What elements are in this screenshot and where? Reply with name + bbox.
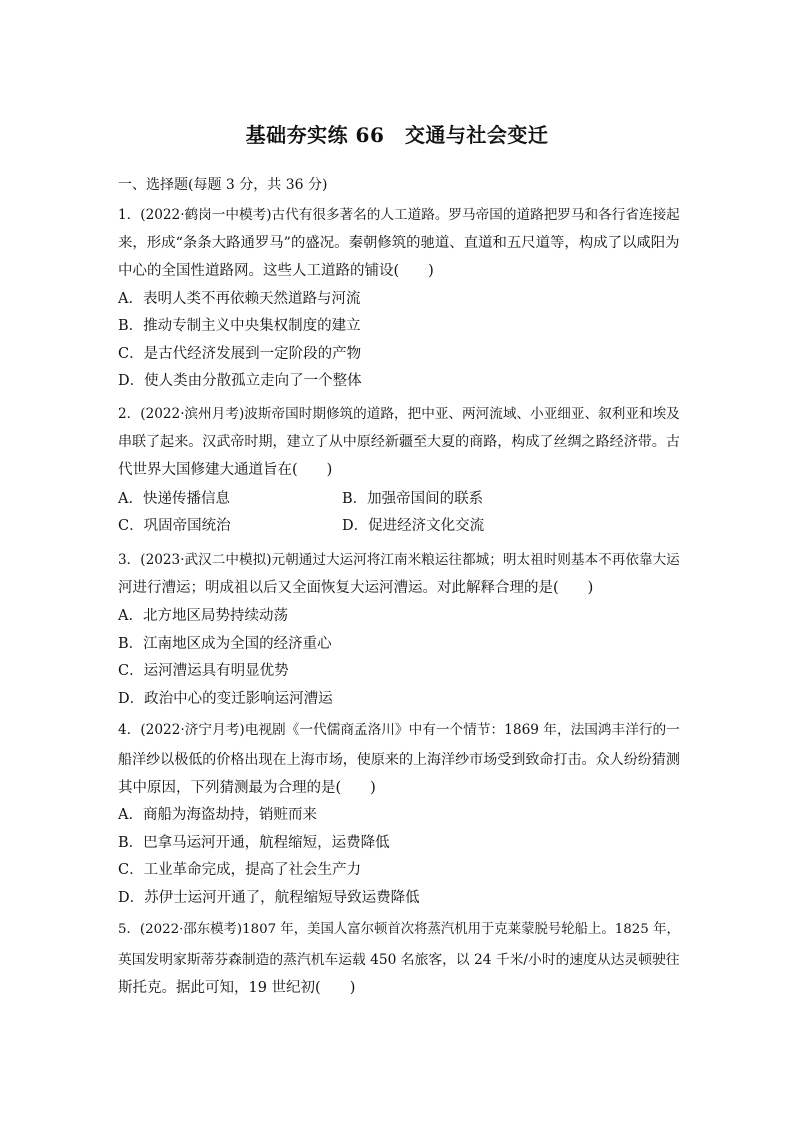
option-d: D．苏伊士运河开通了，航程缩短导致运费降低 [118,890,420,906]
option-c: C．运河漕运具有明显优势 [118,663,289,679]
question-text-line: 3．(2023·武汉二中模拟)元朝通过大运河将江南米粮运往都城；明太祖时则基本不再依靠大运 [118,552,680,568]
option-c: C．是古代经济发展到一定阶段的产物 [118,346,362,362]
question-text-line: 5．(2022·邵东模考)1807 年，美国人富尔顿首次将蒸汽机用于克莱蒙脱号轮船上。1825 年， [118,922,680,937]
option-b: B．江南地区成为全国的经济重心 [118,636,332,652]
option-d: D．使人类由分散孤立走向了一个整体 [118,373,362,389]
option-c: C．巩固帝国统治 [118,518,231,534]
section-heading: 一、选择题(每题 3 分，共 36 分) [118,177,328,193]
option-a: A．表明人类不再依赖天然道路与河流 [118,291,361,307]
question-text-line: 船洋纱以极低的价格出现在上海市场，使原来的上海洋纱市场受到致命打击。众人纷纷猜测 [118,752,680,768]
option-d: D．政治中心的变迁影响运河漕运 [118,691,333,707]
option-a: A．商船为海盗劫持，销赃而来 [118,807,317,823]
option-a: A．北方地区局势持续动荡 [118,608,288,624]
option-c: C．工业革命完成，提高了社会生产力 [118,862,362,878]
question-text-line: 中心的全国性道路网。这些人工道路的铺设( ) [118,263,434,279]
question-text-line: 串联了起来。汉武帝时期，建立了从中原经新疆至大夏的商路，构成了丝绸之路经济带。古 [118,434,680,450]
question-text-line: 2．(2022·滨州月考)波斯帝国时期修筑的道路，把中亚、两河流域、小亚细亚、叙利亚和埃及 [118,406,680,422]
question-text-line: 其中原因，下列猜测最为合理的是( ) [118,780,376,796]
option-d: D．促进经济文化交流 [342,518,485,534]
question-text-line: 代世界大国修建大通道旨在( ) [118,462,333,478]
question-text-line: 1．(2022·鹤岗一中模考)古代有很多著名的人工道路。罗马帝国的道路把罗马和各行省连接起 [118,207,680,223]
option-a: A．快递传播信息 [118,491,230,507]
question-text-line: 来，形成“条条大路通罗马”的盛况。秦朝修筑的驰道、直道和五尺道等，构成了以咸阳为 [118,235,680,251]
option-b: B．巴拿马运河开通，航程缩短，运费降低 [118,835,390,851]
question-text-line: 斯托克。据此可知，19 世纪初( ) [118,980,356,996]
option-b: B．加强帝国间的联系 [342,491,484,507]
page-title: 基础夯实练 66 交通与社会变迁 [245,123,549,147]
question-text-line: 4．(2022·济宁月考)电视剧《一代儒商孟洛川》中有一个情节：1869 年，法国鸿丰洋行的一 [118,722,680,738]
question-text-line: 河进行漕运；明成祖以后又全面恢复大运河漕运。对此解释合理的是( ) [118,580,594,596]
option-b: B．推动专制主义中央集权制度的建立 [118,318,361,334]
question-text-line: 英国发明家斯蒂芬森制造的蒸汽机车运载 450 名旅客，以 24 千米/小时的速度从达灵顿驶往 [118,952,680,968]
